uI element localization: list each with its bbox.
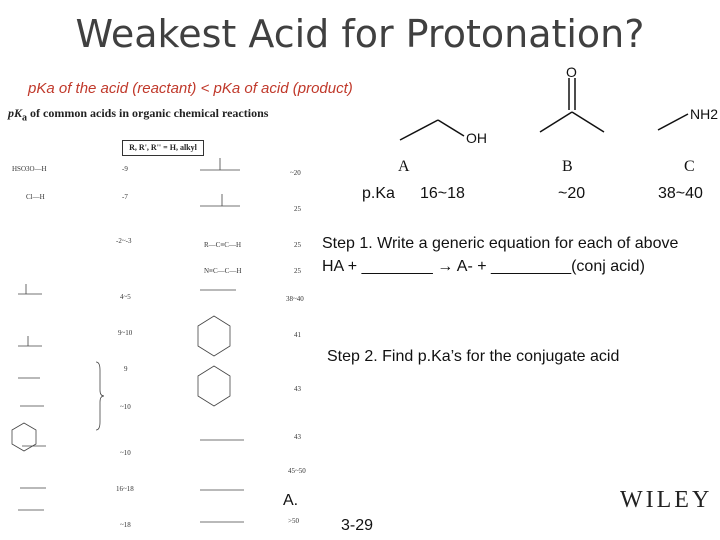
compound-c-letter: C: [684, 158, 695, 175]
compound-a-pka: 16~18: [420, 185, 465, 202]
left-row-pka: 9~10: [118, 329, 133, 337]
left-row-pka: ~10: [120, 403, 131, 411]
left-row-acid: Cl—H: [26, 193, 45, 201]
right-row-pka: 43: [294, 433, 301, 441]
left-row-pka: 16~18: [116, 485, 134, 493]
left-row-pka: 4~5: [120, 293, 131, 301]
right-row-pka: 41: [294, 331, 301, 339]
step-2-text: Step 2. Find p.Ka’s for the conjugate acid: [327, 348, 620, 365]
compound-c-group: NH2: [690, 106, 719, 122]
slide-subtitle: pKa of the acid (reactant) < pKa of acid (product): [28, 80, 353, 97]
pka-table-legend: R, R', R'' = H, alkyl: [122, 140, 204, 156]
left-row-pka: -7: [122, 193, 128, 201]
left-row-pka: -2~-3: [116, 237, 132, 245]
slide-title: Weakest Acid for Protonation?: [75, 12, 645, 56]
right-row-pka: >50: [288, 517, 299, 525]
left-row-pka: ~18: [120, 521, 131, 529]
compound-c-pka: 38~40: [658, 185, 703, 202]
left-row-acid: HSO3O—H: [12, 165, 47, 173]
step-1-text: Step 1. Write a generic equation for each of above: [322, 235, 679, 252]
left-row-pka: -9: [122, 165, 128, 173]
left-row-pka: 9: [124, 365, 128, 373]
compound-a-group: OH: [466, 130, 487, 146]
pka-table-title-sub: a: [22, 112, 28, 124]
right-row-pka: 25: [294, 205, 301, 213]
wiley-logo: WILEY: [620, 487, 713, 513]
compound-structures: [390, 60, 720, 160]
compound-b-oxygen: O: [566, 64, 577, 80]
pka-table-title-italic: pK: [8, 106, 23, 120]
right-row-pka: 43: [294, 385, 301, 393]
pka-table-structures: [0, 150, 320, 540]
page-number: 3-29: [341, 517, 374, 534]
right-row-pka: 25: [294, 267, 301, 275]
step-1-equation: HA + ________ → A- + _________(conj acid): [322, 258, 645, 275]
right-row-acid: R—C≡C—H: [204, 241, 242, 249]
right-row-pka: 25: [294, 241, 301, 249]
pka-table-title: [8, 106, 268, 123]
right-row-acid: N≡C—C—H: [204, 267, 242, 275]
compound-a-letter: A: [398, 158, 410, 175]
compound-b-pka: ~20: [558, 185, 586, 202]
right-row-pka: 45~50: [288, 467, 306, 475]
right-row-pka: 38~40: [286, 295, 304, 303]
left-row-pka: ~10: [120, 449, 131, 457]
compound-b-letter: B: [562, 158, 573, 175]
answer-label: A.: [283, 492, 299, 509]
pka-row-label: p.Ka: [362, 185, 395, 202]
pka-table-title-rest: of common acids in organic chemical reactions: [27, 106, 269, 120]
right-row-pka: ~20: [290, 169, 301, 177]
